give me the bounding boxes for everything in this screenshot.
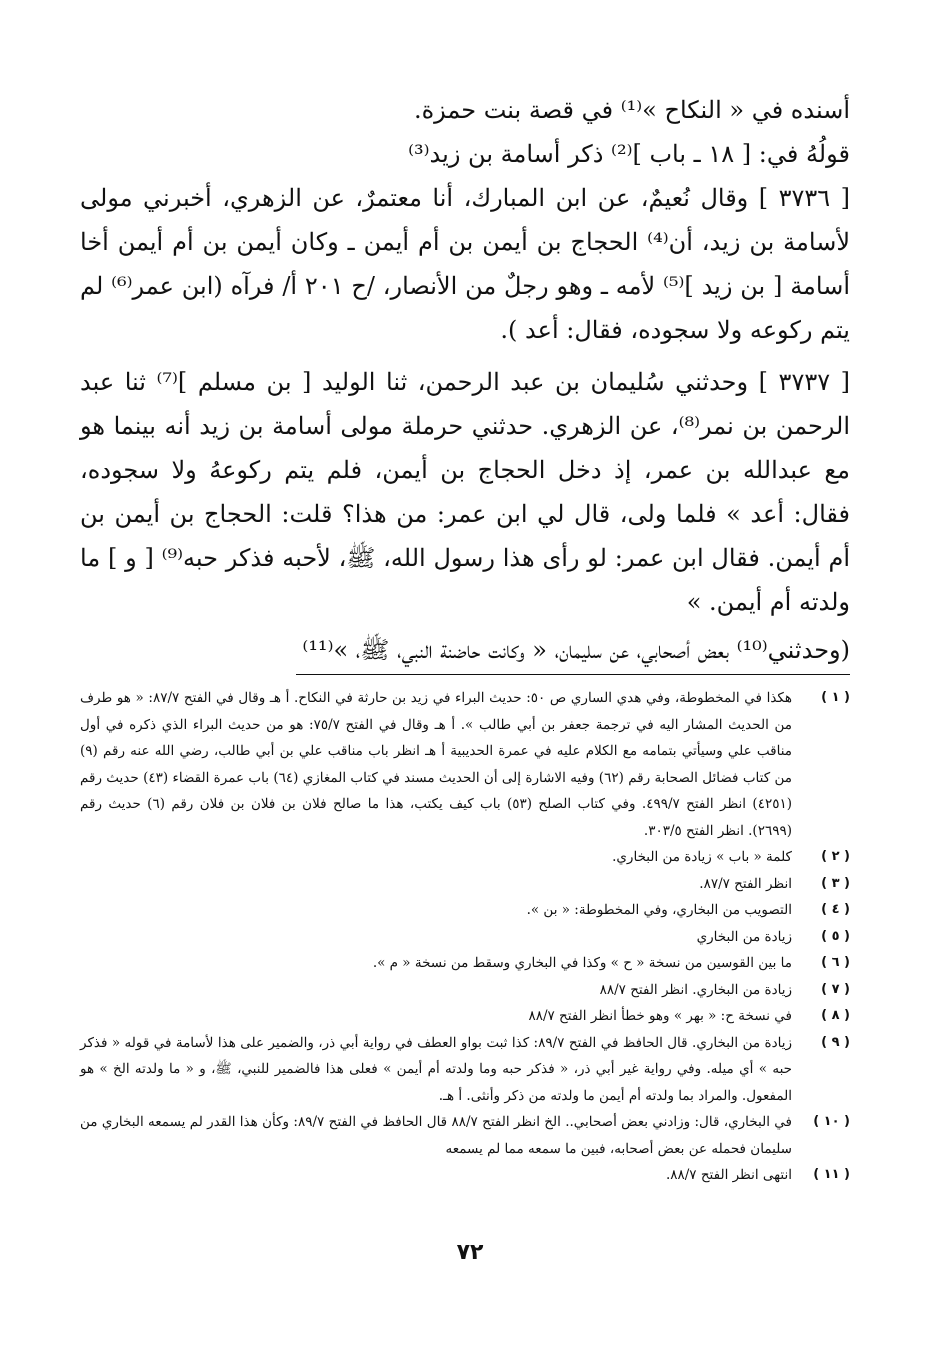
chapter-heading: قولُهُ في: [ ١٨ ـ باب ]⁽²⁾ ذكر أسامة بن زيد⁽³⁾ [408,140,850,168]
footnote [80,950,850,977]
footnote-number: ( ١ ) [821,690,850,705]
footnote [80,1003,850,1030]
footnote [80,871,850,898]
footnote [80,1109,850,1162]
footnote-text: كلمة « باب » زيادة من البخاري. [612,849,792,865]
footnote-number: ( ٤ ) [821,902,850,917]
footnote-text: زيادة من البخاري. انظر الفتح ٨٨/٧ [599,981,792,998]
footnote-text: زيادة من البخاري. قال الحافظ في الفتح ٨٩/٧: كذا ثبت بواو العطف في رواية أبي ذر، والضمير على هذا لأسامة في قوله « فذكر حبه » أي ميله. وفي رواية غير أبي ذر، « فذكر حبه وما ولدته أم أيمن » فعلى هذا فالضمير للنبي، ﷺ، و « ما ولدته الخ » هو المفعول. والمراد بما ولدته أم أيمن ما ولدته من ذكر وأنثى. أ هـ. [80,1034,792,1104]
footnote [80,924,850,951]
footnote [80,897,850,924]
footnote-number: ( ٢ ) [821,849,850,864]
footnote-number: ( ١٠ ) [813,1114,850,1129]
hadith-3737: [ ٣٧٣٧ ] وحدثني سُليمان بن عبد الرحمن، ثنا الوليد [ بن مسلم ]⁽⁷⁾ ثنا عبد الرحمن بن نمر⁽⁸⁾، عن الزهري. حدثني حرملة مولى أسامة بن زيد أنه بينما هو مع عبدالله بن عمر، إذ دخل الحجاج بن أيمن، فلم يتم ركوعهُ ولا سجوده، فقال: أعد » فلما ولى، قال لي ابن عمر: من هذا؟ قلت: الحجاج بن أيمن بن أم أيمن. فقال ابن عمر: لو رأى هذا رسول الله، ﷺ، لأحبه فذكر حبه⁽⁹⁾ [ و ] ما ولدته أم أيمن. » [80,368,851,616]
footnote-number: ( ٩ ) [821,1034,850,1050]
footnote-text: هكذا في المخطوطة، وفي هدي الساري ص ٥٠: حديث البراء في زيد بن حارثة في النكاح. أ هـ وقال في الفتح ٨٧/٧: « هو طرف من الحديث المشار اليه في ترجمة جعفر بن أبي طالب ». أ هـ وقال في الفتح ٧٥/٧: هو من حديث البراء الذي ذكره في أول مناقب علي وسيأتي بتمامه مع الكلام عليه في عمرة الحديبية أ هـ انظر باب مناقب علي بن أبي طالب، رضي الله عنه رقم (٩) من كتاب فضائل الصحابة رقم (٦٢) وفيه الاشارة إلى أن الحديث مسند في كتاب المغازي (٦٤) باب عمرة القضاء (٤٣) حديث رقم (٤٢٥١) انظر الفتح ٤٩٩/٧. وفي كتاب الصلح (٥٣) باب كيف يكتب، هذا ما صالح فلان بن فلان بن فلان رقم (٦) حديث رقم (٢٦٩٩). انظر الفتح ٣٠٣/٥. [80,690,793,839]
footnote [80,1162,850,1189]
separator-line-text: (وحدثني⁽¹⁰⁾ بعض أصحابي، عن سليمان، « وكانت حاضنة النبي، ﷺ، »⁽¹¹⁾ [296,628,850,675]
footnotes [80,685,850,1189]
footnote [80,1030,850,1110]
document-page [80,88,850,1189]
footnote-number: ( ٨ ) [821,1008,850,1023]
footnote-text: انظر الفتح ٨٧/٧. [699,875,792,892]
footnote [80,844,850,871]
footnote-text: انتهى انظر الفتح ٨٨/٧. [665,1167,792,1183]
hadith-3736: [ ٣٧٣٦ ] وقال نُعيمٌ، عن ابن المبارك، أنا معتمرٌ، عن الزهري، أخبرني مولى لأسامة بن زيد، أن⁽⁴⁾ الحجاج بن أيمن بن أم أيمن ـ وكان أيمن بن أم أيمن أخا أسامة [ بن زيد ]⁽⁵⁾ لأمه ـ وهو رجلٌ من الأنصار، /ح ٢٠١ أ/ فرآه (ابن عمر⁽⁶⁾ لم يتم ركوعه ولا سجوده، فقال: أعد ). [80,184,851,344]
paragraph-intro: أسنده في « النكاح »⁽¹⁾ في قصة بنت حمزة. [413,96,850,124]
footnote-number: ( ٣ ) [821,875,850,891]
footnote-text: التصويب من البخاري، وفي المخطوطة: « بن ». [526,902,792,918]
main-text [80,88,850,675]
footnote-number: ( ٧ ) [821,981,850,997]
footnote-number: ( ١١ ) [813,1167,850,1182]
footnote [80,685,850,844]
footnote-number: ( ٥ ) [821,928,850,944]
footnote-text: في نسخة ح: « بهر » وهو خطأ انظر الفتح ٨٨/٧ [528,1008,792,1024]
page-number: ٧٢ [456,1240,484,1265]
footnote-text: ما بين القوسين من نسخة « ح » وكذا في البخاري وسقط من نسخة « م ». [372,955,792,971]
footnote-number: ( ٦ ) [821,955,850,970]
footnote-text: زيادة من البخاري [696,928,792,945]
footnote [80,977,850,1004]
footnote-text: في البخاري، قال: وزادني بعض أصحابي.. الخ انظر الفتح ٨٨/٧ قال الحافظ في الفتح ٨٩/٧: وكأن هذا القدر لم يسمعه البخاري من سليمان فحمله عن بعض أصحابه، فبين ما سمعه مما لم يسمعه [80,1114,792,1157]
